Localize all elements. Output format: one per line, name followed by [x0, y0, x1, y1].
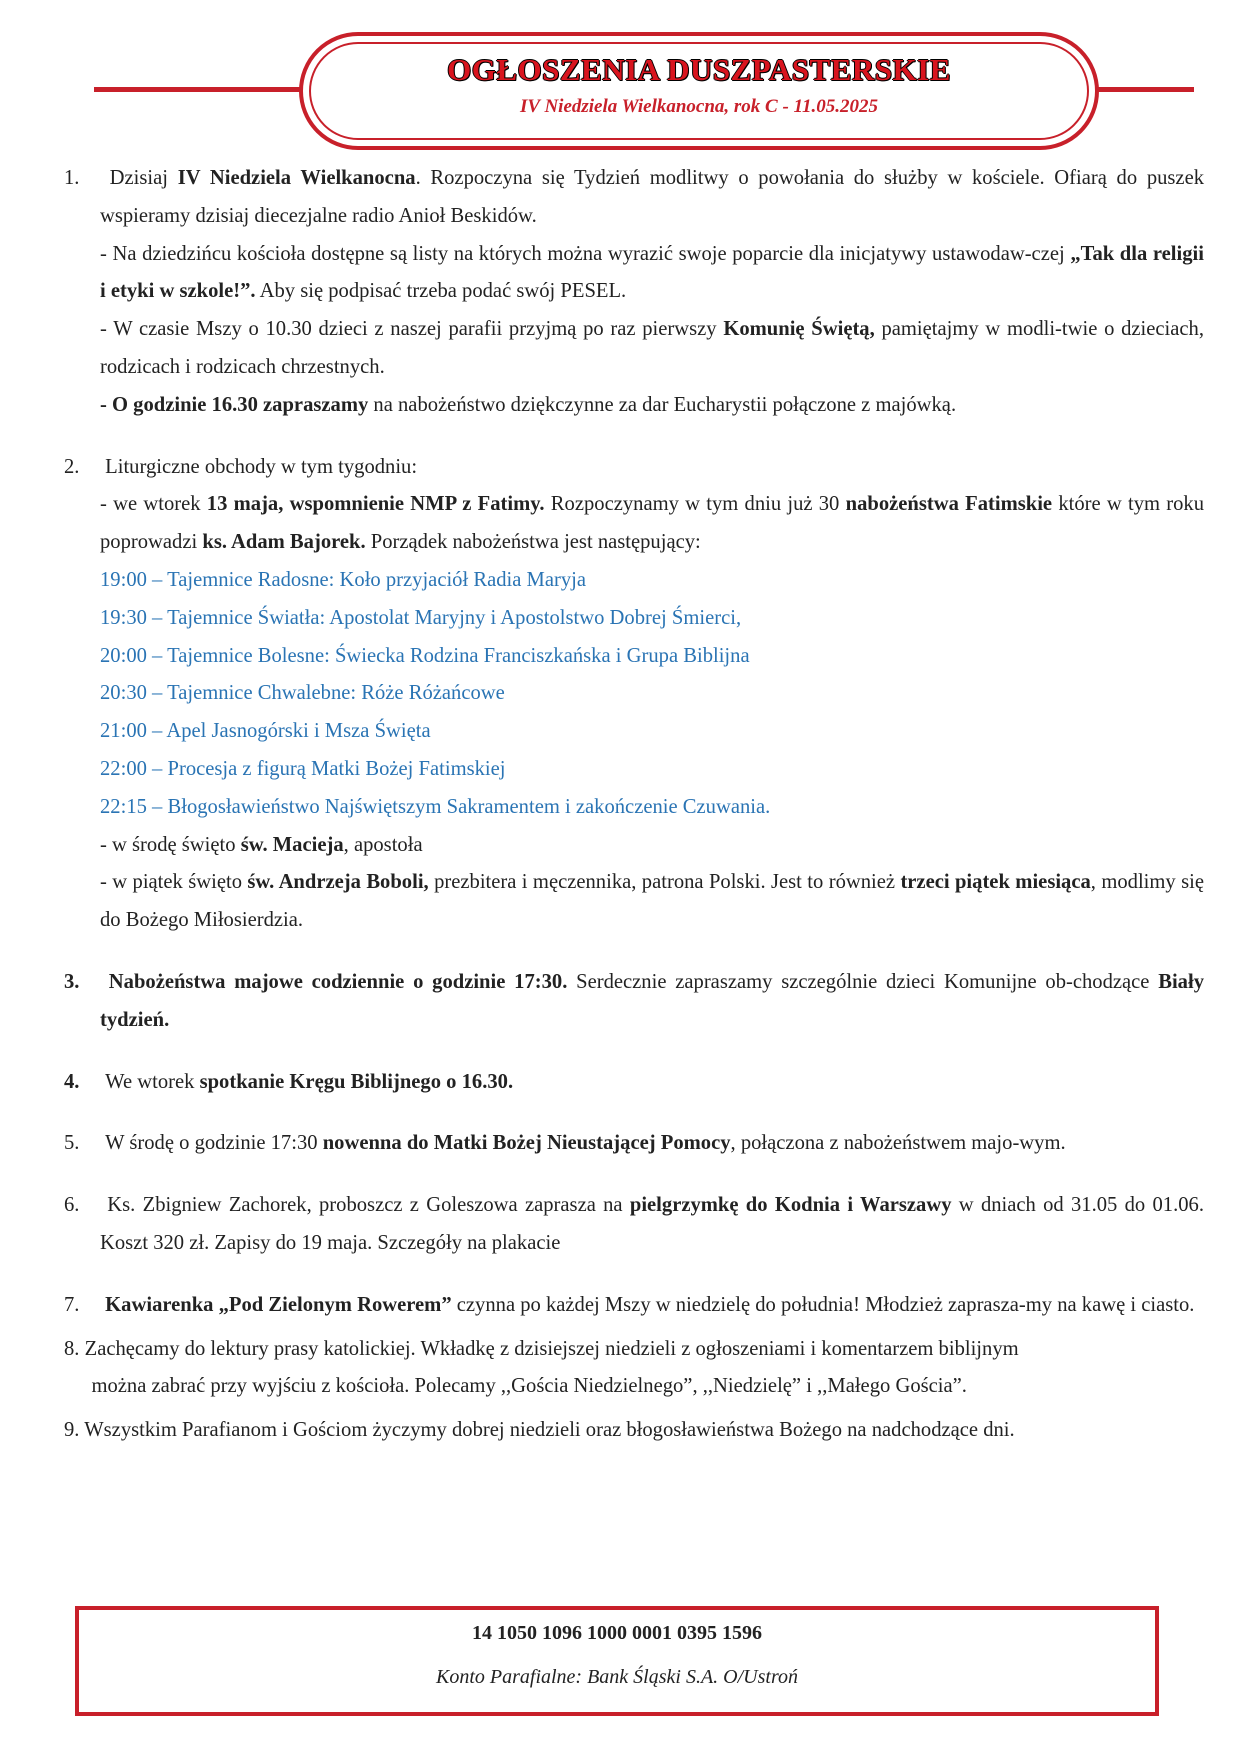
bold-text: „Tak dla religii i etyki w szkole!”. — [100, 242, 1204, 303]
bold-text: nowenna do Matki Bożej Nieustającej Pomocy — [322, 1132, 731, 1155]
text: - w środę święto — [100, 833, 241, 856]
bold-text: trzeci piątek miesiąca — [900, 871, 1091, 894]
announcement-1 — [64, 160, 1204, 425]
paragraph — [100, 236, 1204, 312]
schedule-line: 20:30 – Tajemnice Chwalebne: Róże Różańcowe — [100, 682, 505, 705]
spacer — [64, 1163, 1204, 1187]
paragraph — [64, 1368, 1204, 1406]
paragraph — [64, 1331, 1204, 1369]
bold-text: nabożeństwa Fatimskie — [845, 493, 1053, 516]
text: na nabożeństwo dziękczynne za dar Eucharystii połączone z majówką. — [368, 393, 957, 416]
announcement-2 — [64, 449, 1204, 940]
text: Porządek nabożeństwa jest następujący: — [365, 531, 701, 554]
text: . Rozpoczyna się Tydzień modlitwy o powołania do służby w kościele. Ofiarą do puszek wspieramy dzisiaj diecezjalne radio Anioł Beskidów. — [100, 167, 1205, 227]
text: pamiętajmy w modli-twie o dzieciach, rodzicach i rodzicach chrzestnych. — [100, 318, 1204, 378]
schedule-line: 20:00 – Tajemnice Bolesne: Świecka Rodzina Franciszkańska i Grupa Biblijna — [100, 644, 750, 667]
spacer — [64, 1040, 1204, 1064]
bold-text: Biały tydzień. — [100, 970, 1204, 1031]
header-rule-right — [1094, 87, 1194, 92]
spacer — [64, 1101, 1204, 1125]
paragraph — [64, 1412, 1204, 1450]
schedule-line: 21:00 – Apel Jasnogórski i Msza Święta — [100, 720, 431, 743]
announcement-8 — [64, 1331, 1204, 1407]
item-number: 7. — [64, 1293, 80, 1316]
paragraph — [100, 964, 1204, 1040]
page-title: OGŁOSZENIA DUSZPASTERSKIE — [447, 52, 951, 87]
paragraph — [100, 160, 1204, 236]
text: - Na dziedzińcu kościoła dostępne są listy na których można wyrazić swoje poparcie dla inicjatywy ustawodaw-czej — [100, 242, 1071, 265]
item-number: 1. — [64, 167, 80, 189]
paragraph — [100, 827, 1204, 865]
header-rule-left — [94, 87, 307, 92]
announcement-3 — [64, 964, 1204, 1040]
bold-text: pielgrzymkę do Kodnia i Warszawy — [629, 1194, 952, 1217]
bold-text: św. Andrzeja Boboli, — [247, 871, 429, 894]
spacer — [64, 425, 1204, 449]
item-number: 2. — [64, 455, 80, 478]
text: , modlimy się do Bożego Miłosierdzia. — [100, 871, 1204, 932]
bold-text: Komunię Świętą, — [723, 318, 875, 341]
item-number: 4. — [64, 1070, 80, 1093]
bank-name: Konto Parafialne: Bank Śląski S.A. O/Ustroń — [435, 1666, 798, 1688]
item-number: 3. — [64, 970, 80, 993]
bold-text: ks. Adam Bajorek. — [202, 531, 366, 554]
account-number: 14 1050 1096 1000 0001 0395 1596 — [472, 1622, 762, 1644]
spacer — [64, 940, 1204, 964]
account-box — [75, 1606, 1159, 1716]
text: które w tym roku poprowadzi — [100, 493, 1204, 554]
paragraph — [100, 449, 1204, 487]
text: czynna po każdej Mszy w niedzielę do południa! Młodzież zaprasza-my na kawę i ciasto. — [451, 1293, 1195, 1316]
schedule-line: 22:00 – Procesja z figurą Matki Bożej Fatimskiej — [100, 757, 506, 780]
text: Ks. Zbigniew Zachorek, proboszcz z Goleszowa zaprasza na — [107, 1194, 630, 1217]
bold-text: św. Macieja — [240, 833, 344, 856]
bold-text: - — [100, 393, 113, 416]
text: Liturgiczne obchody w tym tygodniu: — [105, 455, 418, 478]
paragraph — [100, 1187, 1204, 1263]
paragraph — [100, 311, 1204, 387]
text: We wtorek — [105, 1070, 200, 1093]
bold-text: IV Niedziela Wielkanocna — [177, 167, 416, 189]
paragraph — [100, 1125, 1204, 1163]
bold-text: Kawiarenka „Pod Zielonym Rowerem” — [105, 1293, 452, 1316]
schedule-line: 22:15 – Błogosławieństwo Najświętszym Sakramentem i zakończenie Czuwania. — [100, 795, 771, 818]
announcement-9 — [64, 1412, 1204, 1450]
text: , apostoła — [343, 833, 423, 856]
spacer — [64, 1263, 1204, 1287]
text: w dniach od 31.05 do 01.06. Koszt 320 zł. Zapisy do 19 maja. Szczegóły na plakacie — [100, 1194, 1204, 1254]
paragraph — [100, 486, 1204, 562]
bold-text: O godzinie 16.30 zapraszamy — [112, 393, 369, 416]
bold-text: Nabożeństwa majowe codziennie o godzinie 17:30. — [108, 970, 568, 993]
announcement-4 — [64, 1064, 1204, 1102]
bold-text: 13 maja, wspomnienie NMP z Fatimy. — [206, 493, 545, 516]
schedule-line: 19:30 – Tajemnice Światła: Apostolat Maryjny i Apostolstwo Dobrej Śmierci, — [100, 606, 742, 629]
announcements-list — [64, 160, 1204, 1450]
announcement-7 — [64, 1287, 1204, 1325]
item-number: 6. — [64, 1194, 80, 1217]
text: Dzisiaj — [109, 167, 178, 189]
bold-text: spotkanie Kręgu Biblijnego o 16.30. — [199, 1070, 514, 1093]
text: Wszystkim Parafianom i Gościom życzymy dobrej niedzieli oraz błogosławieństwa Bożego na nadchodzące dni. — [84, 1419, 1015, 1442]
text: - W czasie Mszy o 10.30 dzieci z naszej parafii przyjmą po raz pierwszy — [100, 318, 724, 341]
text: - w piątek święto — [100, 871, 248, 894]
text: prezbitera i męczennika, patrona Polski. Jest to również — [428, 871, 901, 894]
text: Aby się podpisać trzeba podać swój PESEL. — [255, 280, 627, 303]
text: można zabrać przy wyjściu z kościoła. Polecamy ,,Gościa Niedzielnego”, ,,Niedzielę” i ,,Małego Gościa”. — [91, 1375, 967, 1398]
page-subtitle: IV Niedziela Wielkanocna, rok C - 11.05.2025 — [519, 96, 879, 117]
paragraph — [100, 864, 1204, 940]
text: Zachęcamy do lektury prasy katolickiej. Wkładkę z dzisiejszej niedzieli z ogłoszeniami i komentarzem biblijnym — [84, 1337, 1019, 1360]
announcement-5 — [64, 1125, 1204, 1163]
schedule-line: 19:00 – Tajemnice Radosne: Koło przyjaciół Radia Maryja — [100, 568, 587, 591]
text: , połączona z nabożeństwem majo-wym. — [730, 1132, 1066, 1155]
text: W środę o godzinie 17:30 — [105, 1132, 323, 1155]
item-number: 5. — [64, 1132, 80, 1155]
item-number: 9. — [64, 1419, 80, 1442]
announcement-6 — [64, 1187, 1204, 1263]
item-number: 8. — [64, 1337, 80, 1360]
paragraph — [100, 1064, 1204, 1102]
text: - we wtorek — [100, 493, 207, 516]
text: Rozpoczynamy w tym dniu już 30 — [544, 493, 846, 516]
text: Serdecznie zapraszamy szczególnie dzieci Komunijne ob-chodzące — [567, 970, 1159, 993]
paragraph — [100, 1287, 1204, 1325]
paragraph — [100, 387, 1204, 425]
